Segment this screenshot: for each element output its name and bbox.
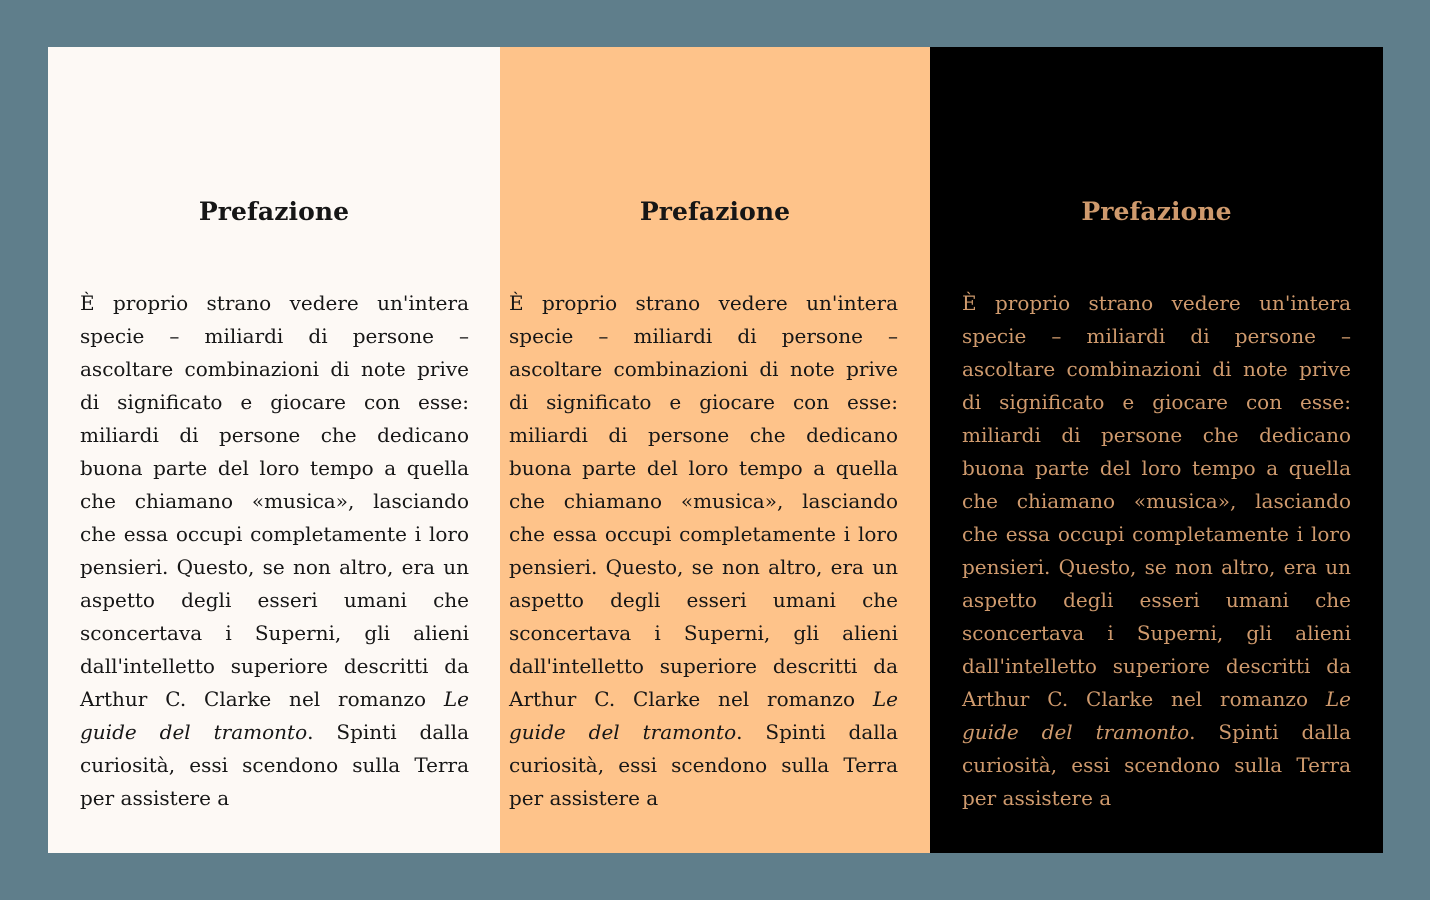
body-text-part: . Spinti dalla curiosità, essi scendono sulla Terra per assistere a xyxy=(80,720,469,810)
chapter-body-text xyxy=(80,287,469,815)
dark-theme-page xyxy=(930,47,1383,853)
chapter-title: Prefazione xyxy=(198,197,350,226)
body-text-part: È proprio strano vedere un'intera specie – miliardi di persone – ascoltare combinazioni di note prive di significato e giocare con esse: miliardi di persone che dedicano buona parte del loro tempo a quella che chiamano «musica», lasciando che essa occupi completamente i loro pensieri. Questo, se non altro, era un aspetto degli esseri umani che sconcertava i Superni, gli alieni dall'intelletto superiore descritti da Arthur C. Clarke nel romanzo xyxy=(80,291,469,711)
chapter-title: Prefazione xyxy=(1081,197,1232,226)
book-title-italic: Le guide del tramonto xyxy=(509,687,898,744)
book-title-italic: Le guide del tramonto xyxy=(80,687,469,744)
body-text-part: . Spinti dalla curiosità, essi scendono sulla Terra per assistere a xyxy=(509,720,898,810)
body-text-part: È proprio strano vedere un'intera specie – miliardi di persone – ascoltare combinazioni di note prive di significato e giocare con esse: miliardi di persone che dedicano buona parte del loro tempo a quella che chiamano «musica», lasciando che essa occupi completamente i loro pensieri. Questo, se non altro, era un aspetto degli esseri umani che sconcertava i Superni, gli alieni dall'intelletto superiore descritti da Arthur C. Clarke nel romanzo xyxy=(962,291,1351,711)
body-text-part: . Spinti dalla curiosità, essi scendono sulla Terra per assistere a xyxy=(962,720,1351,810)
chapter-title: Prefazione xyxy=(639,197,791,226)
sepia-theme-page xyxy=(500,47,930,853)
body-text-part: È proprio strano vedere un'intera specie – miliardi di persone – ascoltare combinazioni di note prive di significato e giocare con esse: miliardi di persone che dedicano buona parte del loro tempo a quella che chiamano «musica», lasciando che essa occupi completamente i loro pensieri. Questo, se non altro, era un aspetto degli esseri umani che sconcertava i Superni, gli alieni dall'intelletto superiore descritti da Arthur C. Clarke nel romanzo xyxy=(509,291,898,711)
chapter-body-text xyxy=(962,287,1351,815)
reader-theme-comparison xyxy=(48,47,1383,853)
light-theme-page xyxy=(48,47,500,853)
chapter-body-text xyxy=(509,287,898,815)
book-title-italic: Le guide del tramonto xyxy=(962,687,1351,744)
